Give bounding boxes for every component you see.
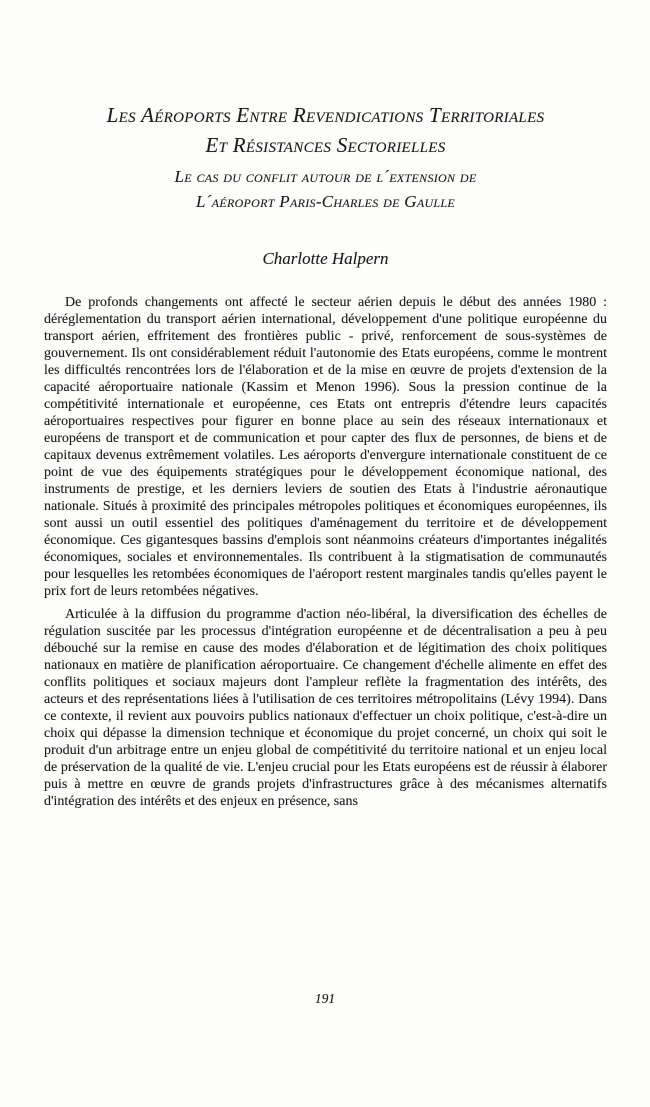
article-body — [44, 294, 607, 810]
article-title — [44, 100, 607, 160]
page-number: 191 — [314, 991, 336, 1006]
scanned-paper-page — [0, 100, 650, 1107]
body-paragraph-2: Articulée à la diffusion du programme d'action néo-libéral, la diversification des échelles de régulation suscitée par les processus d'intégration européenne et de décentralisation a peu à peu débouché sur la remise en cause des modes d'élaboration et de légitimation des choix politiques nationaux en matière de planification aéroportuaire. Ce changement d'échelle alimente en effet des conflits politiques et sociaux majeurs dont l'ampleur reflète la fragmentation des intérêts, des acteurs et des représentations liées à l'utilisation de ces territoires métropolitains (Lévy 1994). Dans ce contexte, il revient aux pouvoirs publics nationaux d'effectuer un choix politique, c'est-à-dire un choix qui dépasse la dimension technique et économique du projet concerné, un choix qui soit le produit d'un arbitrage entre un enjeu global de compétitivité du territoire national et un enjeu local de préservation de la qualité de vie. L'enjeu crucial pour les Etats européens est de réussir à élaborer puis à mettre en œuvre de grands projets d'infrastructures grâce à des mécanismes alternatifs d'intégration des intérêts et des enjeux en présence, sans — [44, 607, 607, 809]
article-subtitle-line-2: L´aéroport Paris-Charles de Gaulle — [195, 192, 456, 211]
author-name: Charlotte Halpern — [262, 249, 389, 268]
article-title-line-1: Les Aéroports Entre Revendications Territoriales — [106, 103, 545, 127]
body-paragraph-1: De profonds changements ont affecté le secteur aérien depuis le début des années 1980 : déréglementation du transport aérien international, développement d'une politique européenne du transport aérien, effritement des frontières public - privé, renforcement de sous-systèmes de gouvernement. Ils ont considérablement réduit l'autonomie des Etats européens, comme le montrent les difficultés rencontrées lors de l'élaboration et de la mise en œuvre de projets d'extension de la capacité aéroportuaire nationale (Kassim et Menon 1996). Sous la pression continue de la compétitivité internationale et européenne, ces Etats ont entrepris d'étendre leurs capacités aéroportuaires respectives pour figurer en bonne place au sein des réseaux internationaux et européens de transport et de communication et pour capter des flux de personnes, de biens et de capitaux devenus extrêmement volatiles. Les aéroports d'envergure internationale constituent de ce point de vue des équipements stratégiques pour le développement économique national, des instruments de prestige, et les derniers leviers de soutien des Etats à l'industrie aéronautique nationale. Situés à proximité des principales métropoles politiques et économiques européennes, ils sont aussi un outil essentiel des politiques d'aménagement du territoire et de développement économique. Ces gigantesques bassins d'emplois sont néanmoins créateurs d'importantes inégalités économiques, sociales et environnementales. Ils contribuent à la stigmatisation de communautés pour lesquelles les retombées économiques de l'aéroport restent marginales tandis qu'elles payent le prix fort de leurs retombées négatives. — [44, 295, 607, 599]
article-title-line-2: Et Résistances Sectorielles — [205, 133, 446, 157]
article-subtitle-line-1: Le cas du conflit autour de l´extension de — [174, 167, 477, 186]
article-subtitle — [44, 164, 607, 214]
